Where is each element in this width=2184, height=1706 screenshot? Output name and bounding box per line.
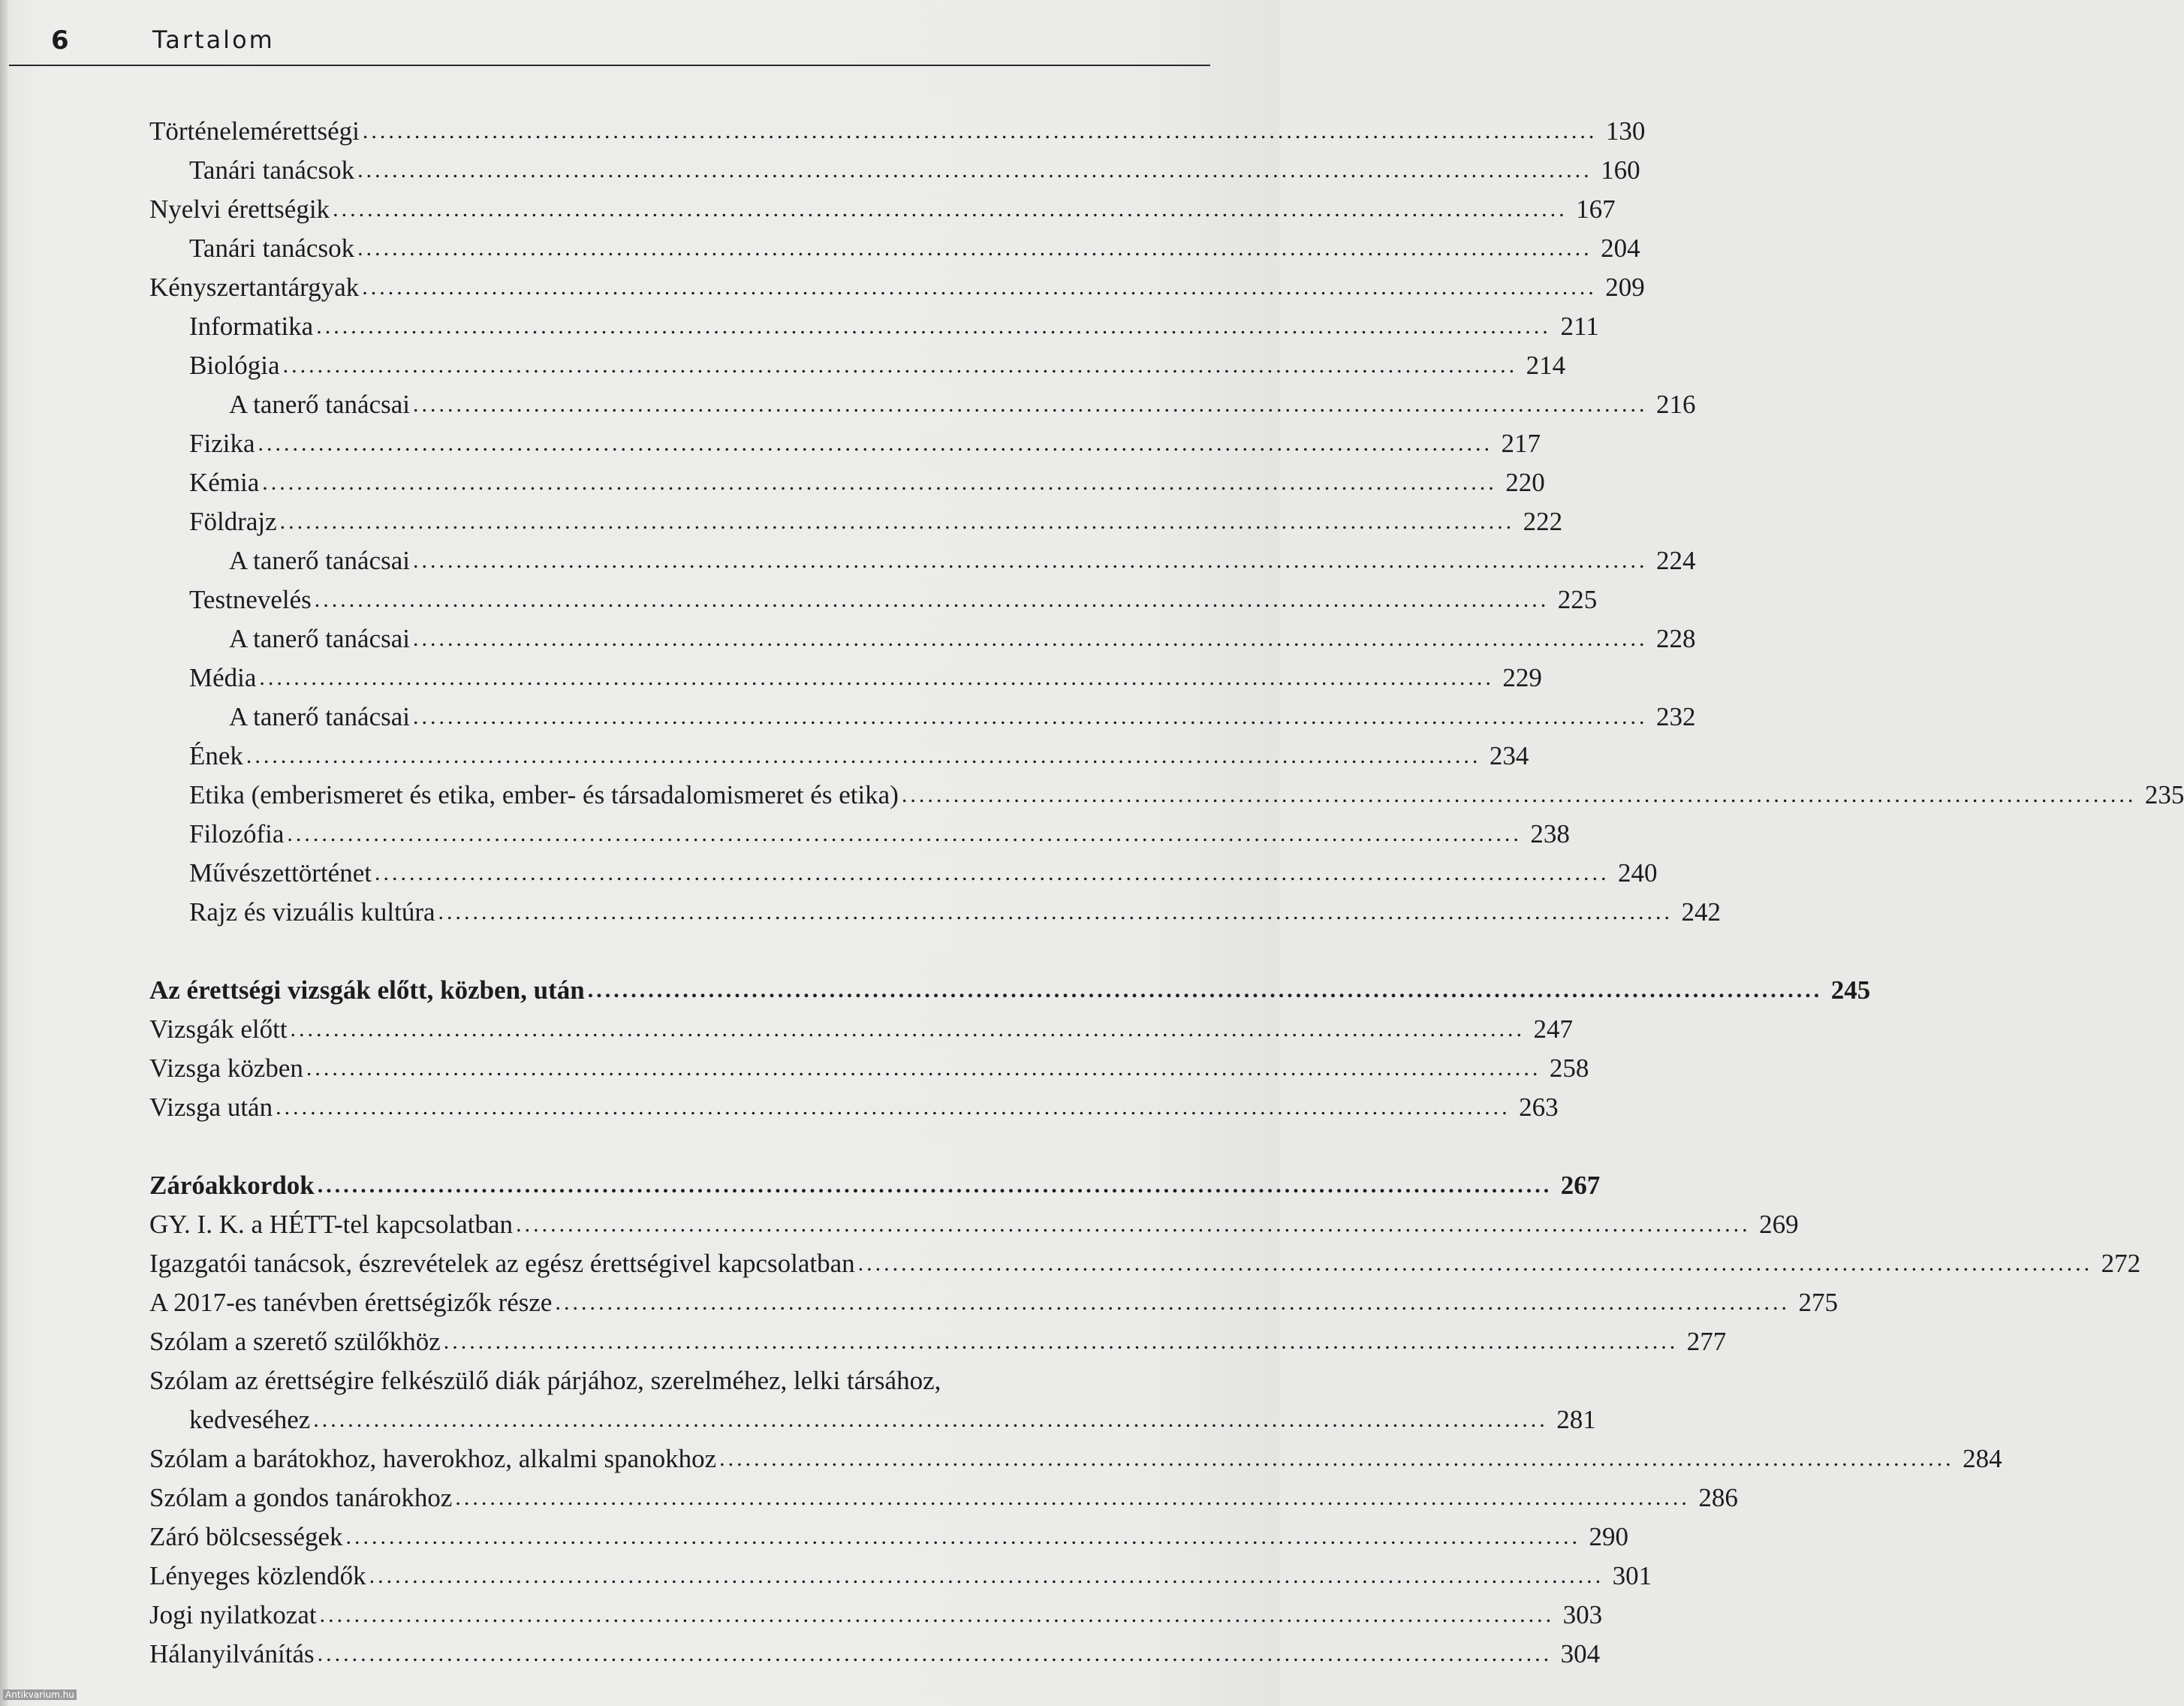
- toc-entry-page: 304: [1560, 1639, 1601, 1668]
- dot-leader: ...............................................................................................................................................: [287, 821, 1522, 846]
- dot-leader: ...............................................................................................................................................: [438, 900, 1673, 924]
- toc-entry-page: 247: [1533, 1014, 1574, 1044]
- dot-leader: ...............................................................................................................................................: [246, 743, 1481, 768]
- toc-entry-title: A tanerő tanácsai: [229, 390, 411, 419]
- toc-entry: [0, 348, 1566, 383]
- dot-leader: ...............................................................................................................................................: [357, 158, 1592, 182]
- watermark: Antikvarium.hu: [3, 1689, 77, 1700]
- dot-leader: ...............................................................................................................................................: [262, 470, 1497, 495]
- toc-entry-title: Vizsga közben: [149, 1053, 303, 1083]
- toc-entry-page: 214: [1526, 351, 1566, 380]
- dot-leader: ...............................................................................................................................................: [362, 275, 1597, 300]
- toc-entry: [0, 1442, 2002, 1476]
- dot-leader: ...............................................................................................................................................: [345, 1524, 1581, 1549]
- dot-leader: ...............................................................................................................................................: [290, 1017, 1526, 1041]
- toc-entry-title: A 2017-es tanévben érettségizők része: [149, 1288, 553, 1317]
- toc-entry: [0, 739, 1529, 773]
- dot-leader: ...............................................................................................................................................: [901, 782, 2137, 807]
- toc-entry-title: Rajz és vizuális kultúra: [189, 897, 435, 927]
- toc-entry-page: 225: [1557, 585, 1598, 614]
- toc-entry-title: Tanári tanácsok: [189, 234, 355, 263]
- toc-entry: [0, 231, 1640, 266]
- dot-leader: ...............................................................................................................................................: [413, 626, 1648, 651]
- dot-leader: ...............................................................................................................................................: [587, 978, 1823, 1002]
- dot-leader: ...............................................................................................................................................: [374, 861, 1610, 885]
- toc-entry: [0, 1598, 1603, 1632]
- dot-leader: ...............................................................................................................................................: [276, 1095, 1511, 1120]
- toc-entry: [0, 114, 1646, 149]
- page-number: 6: [51, 26, 69, 56]
- dot-leader: ...............................................................................................................................................: [413, 392, 1648, 417]
- toc-entry-title: Fizika: [189, 429, 255, 458]
- toc-section-heading: [0, 973, 1871, 1008]
- dot-leader: ...............................................................................................................................................: [555, 1290, 1790, 1315]
- toc-section-heading: [0, 1168, 1601, 1203]
- toc-entry-title: Tanári tanácsok: [189, 155, 355, 185]
- toc-entry-page: 269: [1759, 1210, 1799, 1239]
- toc-entry: [0, 778, 2184, 812]
- toc-entry: [0, 1286, 1838, 1320]
- toc-entry-page: 235: [2144, 780, 2184, 809]
- running-header-title: Tartalom: [152, 26, 275, 54]
- dot-leader: ...............................................................................................................................................: [443, 1329, 1679, 1354]
- dot-leader: ...............................................................................................................................................: [516, 1212, 1751, 1237]
- toc-entry-page: 130: [1605, 116, 1646, 146]
- toc-entry: [0, 895, 1722, 930]
- dot-leader: ...............................................................................................................................................: [857, 1251, 2093, 1276]
- toc-entry-page: 216: [1656, 390, 1696, 419]
- toc-entry-page: 301: [1612, 1561, 1652, 1590]
- toc-entry-page: 281: [1556, 1405, 1596, 1434]
- dot-leader: ...............................................................................................................................................: [362, 119, 1598, 143]
- toc-entry-title: Informatika: [189, 312, 314, 341]
- toc-entry-page: 277: [1686, 1327, 1727, 1356]
- dot-leader: ...............................................................................................................................................: [413, 704, 1648, 729]
- toc-entry: [0, 856, 1658, 891]
- toc-entry-title: Vizsga után: [149, 1093, 273, 1122]
- toc-entry: [0, 153, 1640, 188]
- toc-entry: [0, 1246, 2141, 1281]
- toc-entry-title: Szólam a gondos tanárokhoz: [149, 1483, 453, 1512]
- dot-leader: ...............................................................................................................................................: [282, 353, 1518, 378]
- toc-entry-page: 238: [1530, 819, 1570, 848]
- toc-entry-page: 275: [1798, 1288, 1838, 1317]
- toc-entry-page: 167: [1576, 194, 1616, 224]
- toc-entry: [0, 192, 1616, 227]
- toc-entry: [0, 466, 1545, 500]
- toc-entry-title-line1: Szólam az érettségire felkészülő diák párjához, szerelméhez, lelki társához,: [149, 1366, 941, 1395]
- toc-entry-page: 284: [1963, 1444, 2002, 1473]
- toc-entry-title: Testnevelés: [189, 585, 312, 614]
- dot-leader: ...............................................................................................................................................: [316, 314, 1551, 339]
- toc-entry: [0, 1481, 1738, 1515]
- toc-entry: [0, 1403, 1596, 1437]
- toc-entry-page: 220: [1505, 468, 1545, 497]
- toc-entry-page: 224: [1656, 546, 1696, 575]
- toc-entry: [0, 1207, 1799, 1242]
- toc-entry-title: Nyelvi érettségik: [149, 194, 330, 224]
- toc-entry-title: A tanerő tanácsai: [229, 546, 411, 575]
- toc-entry-page: 303: [1562, 1600, 1603, 1629]
- toc-entry: [0, 309, 1599, 344]
- toc-entry-page: 229: [1502, 663, 1542, 692]
- toc-entry-title: Az érettségi vizsgák előtt, közben, után: [149, 975, 585, 1005]
- toc-entry-title: Szólam a barátokhoz, haverokhoz, alkalmi spanokhoz: [149, 1444, 717, 1473]
- toc-entry-page: 267: [1560, 1171, 1601, 1200]
- toc-entry-title: Záróakkordok: [149, 1171, 315, 1200]
- dot-leader: ...............................................................................................................................................: [314, 587, 1550, 612]
- toc-entry-title: Média: [189, 663, 257, 692]
- toc-entry-title: Történelemérettségi: [149, 116, 360, 146]
- toc-entry-page: 272: [2101, 1249, 2141, 1278]
- toc-entry-page: 204: [1601, 234, 1640, 263]
- toc-entry-title: Záró bölcsességek: [149, 1522, 343, 1551]
- toc-entry-page: 209: [1605, 273, 1645, 302]
- toc-entry-page: 286: [1698, 1483, 1738, 1512]
- toc-entry: [0, 1051, 1589, 1086]
- toc-entry-title: Biológia: [189, 351, 280, 380]
- toc-entry-page: 228: [1656, 624, 1696, 653]
- toc-entry-page: 222: [1523, 507, 1563, 536]
- dot-leader: ...............................................................................................................................................: [313, 1407, 1548, 1432]
- toc-entry: [0, 505, 1563, 539]
- toc-entry-title: Lényeges közlendők: [149, 1561, 366, 1590]
- toc-entry: [0, 270, 1645, 305]
- toc-entry: [0, 1090, 1559, 1125]
- toc-entry-title: A tanerő tanácsai: [229, 702, 411, 731]
- toc-entry-title: Filozófia: [189, 819, 285, 848]
- toc-entry: [0, 1520, 1629, 1554]
- dot-leader: ...............................................................................................................................................: [317, 1641, 1553, 1666]
- toc-entry: [0, 1637, 1601, 1671]
- toc-entry-page: 242: [1681, 897, 1722, 927]
- toc-entry-page: 240: [1617, 858, 1658, 888]
- dot-leader: ...............................................................................................................................................: [333, 197, 1568, 222]
- toc-entry: [0, 1325, 1727, 1359]
- dot-leader: ...............................................................................................................................................: [317, 1173, 1553, 1198]
- toc-entry-title: Hálanyilvánítás: [149, 1639, 315, 1668]
- toc-entry: [0, 817, 1570, 851]
- toc-entry-title: Ének: [189, 741, 243, 770]
- dot-leader: ...............................................................................................................................................: [357, 236, 1592, 261]
- toc-entry-page: 290: [1589, 1522, 1629, 1551]
- toc-entry-title: Jogi nyilatkozat: [149, 1600, 317, 1629]
- dot-leader: ...............................................................................................................................................: [259, 665, 1494, 690]
- dot-leader: ...............................................................................................................................................: [413, 548, 1648, 573]
- toc-entry: [0, 700, 1696, 734]
- toc-entry-page: 234: [1489, 741, 1529, 770]
- toc-entry-page: 232: [1656, 702, 1696, 731]
- toc-entry-title: Földrajz: [189, 507, 277, 536]
- toc-entry: [0, 544, 1696, 578]
- toc-entry: [0, 426, 1541, 461]
- toc-entry-page: 217: [1501, 429, 1541, 458]
- toc-entry: [0, 583, 1598, 617]
- dot-leader: ...............................................................................................................................................: [455, 1485, 1690, 1510]
- toc-entry-title: GY. I. K. a HÉTT-tel kapcsolatban: [149, 1210, 514, 1239]
- toc-entry-title: Szólam a szerető szülőkhöz: [149, 1327, 441, 1356]
- toc-entry: [0, 622, 1696, 656]
- toc-entry-title: Vizsgák előtt: [149, 1014, 288, 1044]
- toc-entry: [0, 387, 1696, 422]
- toc-entry: [0, 1012, 1574, 1047]
- dot-leader: ...............................................................................................................................................: [369, 1563, 1604, 1588]
- toc-entry-title: Igazgatói tanácsok, észrevételek az egész érettségivel kapcsolatban: [149, 1249, 855, 1278]
- dot-leader: ...............................................................................................................................................: [319, 1602, 1555, 1627]
- toc-entry-page: 258: [1549, 1053, 1589, 1083]
- toc-entry-title: Kémia: [189, 468, 260, 497]
- dot-leader: ...............................................................................................................................................: [258, 431, 1493, 456]
- toc-entry-page: 263: [1519, 1093, 1559, 1122]
- toc-entry: [0, 1559, 1652, 1593]
- toc-entry-title: Művészettörténet: [189, 858, 372, 888]
- toc-entry: [0, 661, 1542, 695]
- toc-entry-title: Kényszertantárgyak: [149, 273, 360, 302]
- toc-entry-page: 160: [1601, 155, 1640, 185]
- toc-entry-page: 245: [1830, 975, 1871, 1005]
- toc-entry-title: kedveséhez: [189, 1405, 311, 1434]
- toc-entry-title: A tanerő tanácsai: [229, 624, 411, 653]
- toc-entry-page: 211: [1560, 312, 1599, 341]
- dot-leader: ...............................................................................................................................................: [306, 1056, 1541, 1081]
- dot-leader: ...............................................................................................................................................: [279, 509, 1515, 534]
- dot-leader: ...............................................................................................................................................: [719, 1446, 1954, 1471]
- toc-entry-title: Etika (emberismeret és etika, ember- és társadalomismeret és etika): [189, 780, 899, 809]
